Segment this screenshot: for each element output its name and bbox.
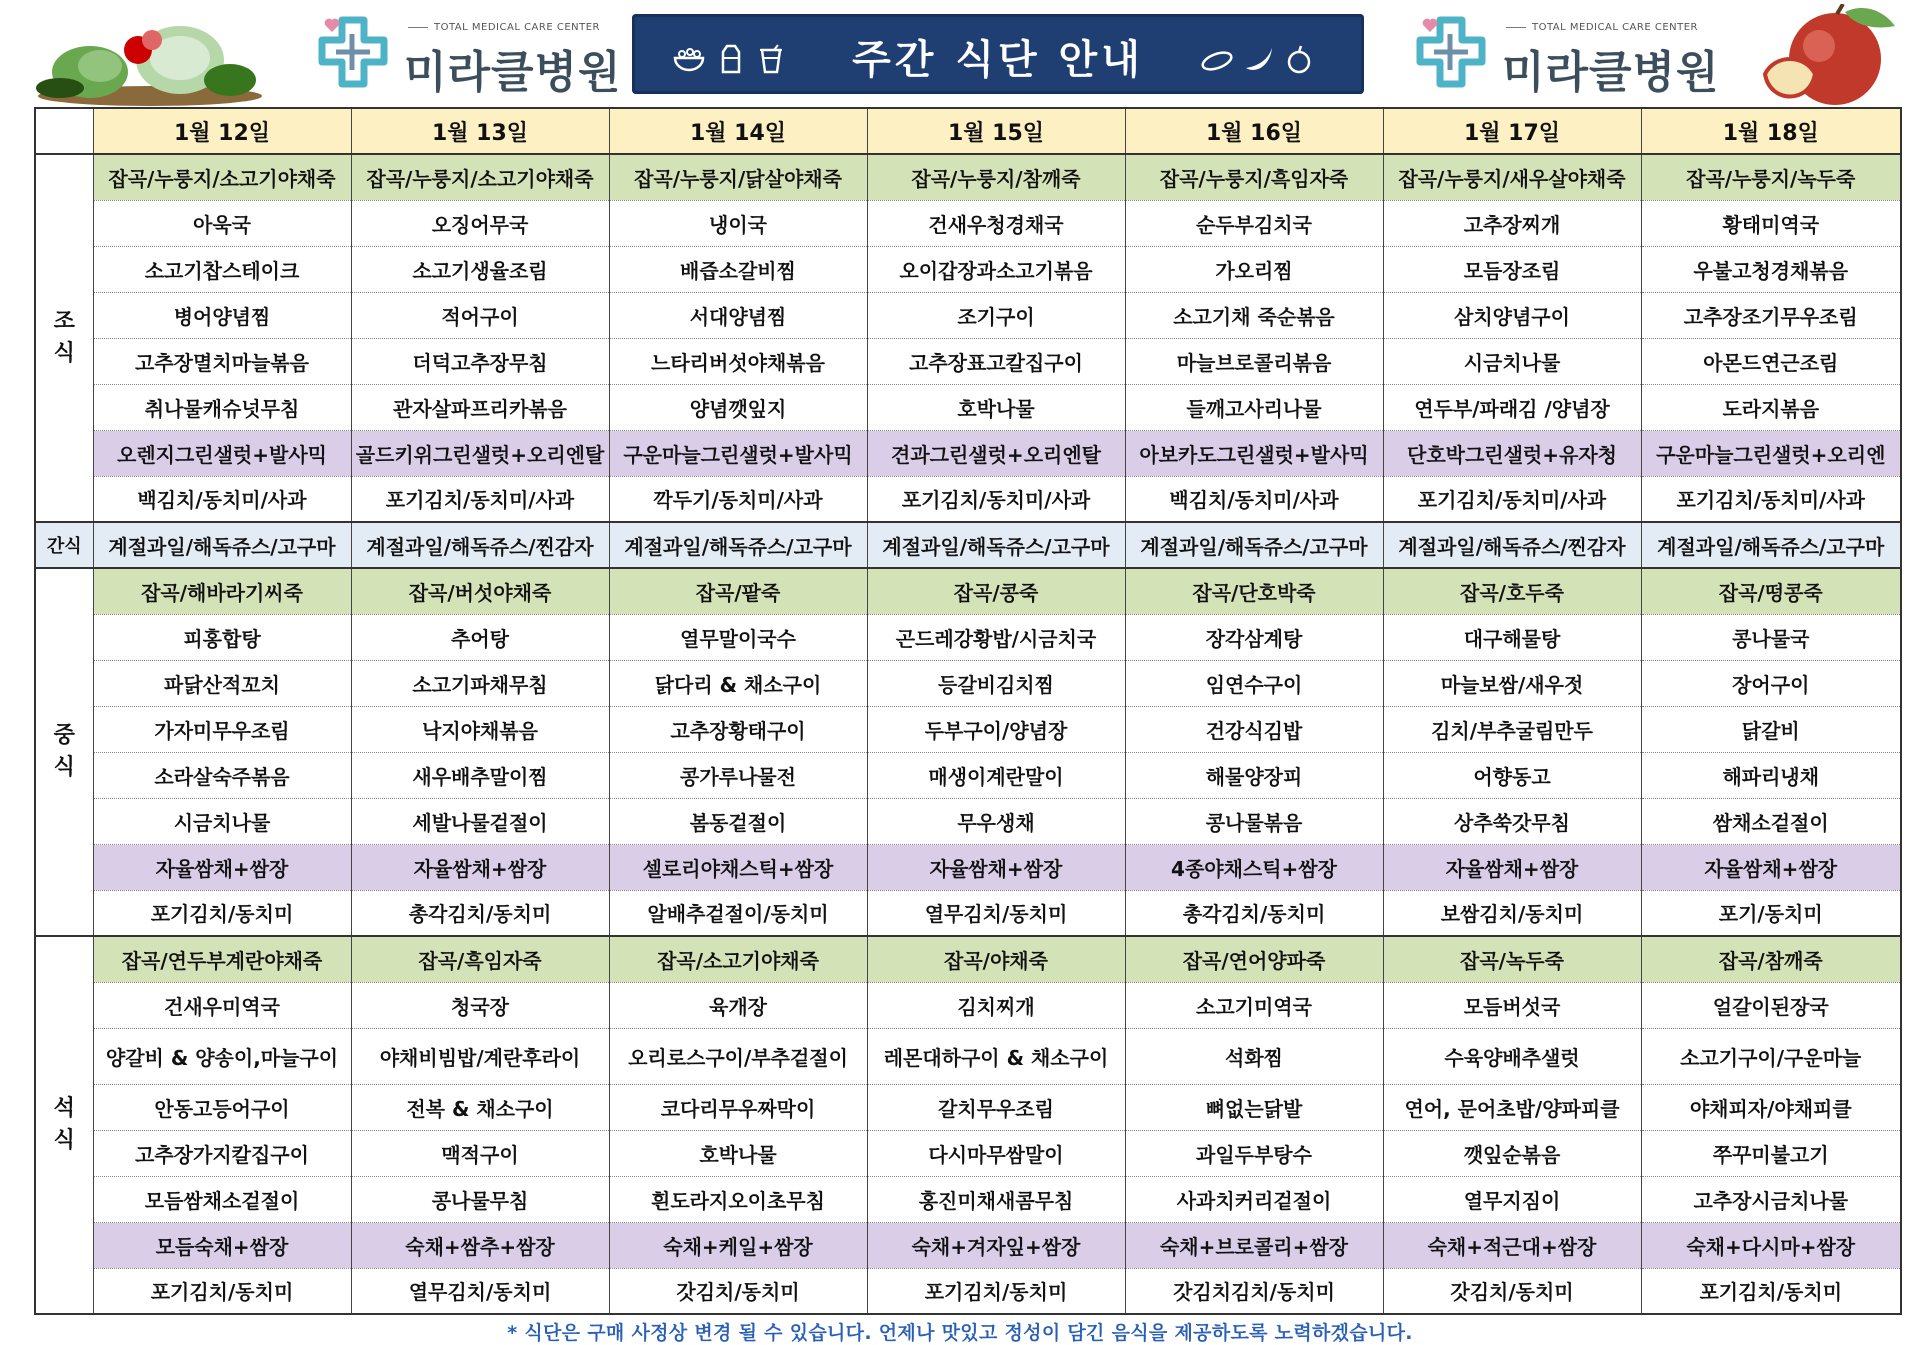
menu-cell: 숙채+적근대+쌈장 <box>1383 1222 1641 1268</box>
menu-cell: 소라살숙주볶음 <box>93 752 351 798</box>
menu-cell: 파닭산적꼬치 <box>93 660 351 706</box>
menu-cell: 연두부/파래김 /양념장 <box>1383 384 1641 430</box>
lunch-row <box>35 706 1901 752</box>
menu-cell: 소고기구이/구운마늘 <box>1641 1028 1901 1084</box>
dinner-row <box>35 1222 1901 1268</box>
menu-cell: 적어구이 <box>351 292 609 338</box>
menu-cell: 소고기파채무침 <box>351 660 609 706</box>
menu-cell: 오징어무국 <box>351 200 609 246</box>
menu-cell: 임연수구이 <box>1125 660 1383 706</box>
menu-cell: 해물양장피 <box>1125 752 1383 798</box>
menu-cell: 보쌈김치/동치미 <box>1383 890 1641 936</box>
menu-cell: 백김치/동치미/사과 <box>93 476 351 522</box>
menu-cell: 계절과일/해독쥬스/고구마 <box>93 522 351 568</box>
menu-cell: 고추장시금치나물 <box>1641 1176 1901 1222</box>
hospital-logo-left <box>318 14 622 98</box>
menu-cell: 호박나물 <box>867 384 1125 430</box>
menu-cell: 건새우미역국 <box>93 982 351 1028</box>
lunch-label: 중 식 <box>35 568 93 936</box>
breakfast-row <box>35 292 1901 338</box>
dinner-row <box>35 1268 1901 1314</box>
lunch-row <box>35 844 1901 890</box>
dinner-row <box>35 982 1901 1028</box>
menu-cell: 닭갈비 <box>1641 706 1901 752</box>
menu-cell: 피홍합탕 <box>93 614 351 660</box>
menu-cell: 삼치양념구이 <box>1383 292 1641 338</box>
menu-cell: 오이갑장과소고기볶음 <box>867 246 1125 292</box>
menu-cell: 잡곡/콩죽 <box>867 568 1125 614</box>
logo-name: 미라클병원 <box>1502 47 1720 98</box>
menu-cell: 뼈없는닭발 <box>1125 1084 1383 1130</box>
menu-cell: 구운마늘그린샐럿+발사믹 <box>609 430 867 476</box>
menu-cell: 새우배추말이찜 <box>351 752 609 798</box>
menu-cell: 골드키위그린샐럿+오리엔탈 <box>351 430 609 476</box>
menu-cell: 호박나물 <box>609 1130 867 1176</box>
menu-cell: 총각김치/동치미 <box>1125 890 1383 936</box>
menu-cell: 계절과일/해독쥬스/찐감자 <box>351 522 609 568</box>
menu-cell: 고추장멸치마늘볶음 <box>93 338 351 384</box>
menu-cell: 과일두부탕수 <box>1125 1130 1383 1176</box>
menu-cell: 안동고등어구이 <box>93 1084 351 1130</box>
menu-cell: 갓김치/동치미 <box>609 1268 867 1314</box>
menu-cell: 잡곡/버섯야채죽 <box>351 568 609 614</box>
menu-cell: 대구해물탕 <box>1383 614 1641 660</box>
menu-cell: 쌈채소겉절이 <box>1641 798 1901 844</box>
menu-cell: 건새우청경채국 <box>867 200 1125 246</box>
menu-cell: 아몬드연근조림 <box>1641 338 1901 384</box>
breakfast-row <box>35 476 1901 522</box>
menu-cell: 낙지야채볶음 <box>351 706 609 752</box>
menu-cell: 서대양념찜 <box>609 292 867 338</box>
menu-cell: 닭다리 & 채소구이 <box>609 660 867 706</box>
menu-cell: 잡곡/누룽지/닭살야채죽 <box>609 154 867 200</box>
snack-label: 간식 <box>35 522 93 568</box>
menu-cell: 아욱국 <box>93 200 351 246</box>
menu-cell: 양갈비 & 양송이,마늘구이 <box>93 1028 351 1084</box>
menu-cell: 셀로리야채스틱+쌈장 <box>609 844 867 890</box>
menu-cell: 곤드레강황밥/시금치국 <box>867 614 1125 660</box>
menu-cell: 계절과일/해독쥬스/고구마 <box>609 522 867 568</box>
menu-cell: 소고기생율조림 <box>351 246 609 292</box>
menu-cell: 계절과일/해독쥬스/고구마 <box>1641 522 1901 568</box>
menu-cell: 잡곡/해바라기씨죽 <box>93 568 351 614</box>
menu-cell: 병어양념찜 <box>93 292 351 338</box>
lunch-row <box>35 890 1901 936</box>
menu-cell: 야채피자/야채피클 <box>1641 1084 1901 1130</box>
date-header: 1월 12일 <box>93 108 351 154</box>
menu-cell: 4종야채스틱+쌈장 <box>1125 844 1383 890</box>
menu-cell: 자율쌈채+쌈장 <box>1383 844 1641 890</box>
menu-cell: 포기김치/동치미 <box>867 1268 1125 1314</box>
breakfast-label: 조 식 <box>35 154 93 522</box>
hospital-cross-logo-icon <box>318 16 388 88</box>
menu-cell: 취나물캐슈넛무침 <box>93 384 351 430</box>
menu-cell: 세발나물겉절이 <box>351 798 609 844</box>
apple-icon <box>1282 44 1316 74</box>
menu-cell: 맥적구이 <box>351 1130 609 1176</box>
menu-cell: 계절과일/해독쥬스/고구마 <box>867 522 1125 568</box>
menu-cell: 고추장황태구이 <box>609 706 867 752</box>
breakfast-row <box>35 430 1901 476</box>
menu-cell: 고추장표고칼집구이 <box>867 338 1125 384</box>
menu-cell: 건강식김밥 <box>1125 706 1383 752</box>
menu-cell: 열무지짐이 <box>1383 1176 1641 1222</box>
menu-cell: 모듬숙채+쌈장 <box>93 1222 351 1268</box>
menu-cell: 김치찌개 <box>867 982 1125 1028</box>
lunch-row <box>35 752 1901 798</box>
menu-cell: 계절과일/해독쥬스/고구마 <box>1125 522 1383 568</box>
menu-cell: 홍진미채새콤무침 <box>867 1176 1125 1222</box>
menu-cell: 석화찜 <box>1125 1028 1383 1084</box>
menu-cell: 두부구이/양념장 <box>867 706 1125 752</box>
date-header: 1월 15일 <box>867 108 1125 154</box>
menu-cell: 잡곡/흑임자죽 <box>351 936 609 982</box>
menu-cell: 포기김치/동치미/사과 <box>1383 476 1641 522</box>
date-header-row <box>35 108 1901 154</box>
menu-cell: 마늘보쌈/새우젓 <box>1383 660 1641 706</box>
menu-cell: 흰도라지오이초무침 <box>609 1176 867 1222</box>
menu-cell: 양념깻잎지 <box>609 384 867 430</box>
menu-cell: 도라지볶음 <box>1641 384 1901 430</box>
menu-cell: 모듬버섯국 <box>1383 982 1641 1028</box>
menu-cell: 자율쌈채+쌈장 <box>93 844 351 890</box>
menu-cell: 수육양배추샐럿 <box>1383 1028 1641 1084</box>
menu-cell: 구운마늘그린샐럿+오리엔 <box>1641 430 1901 476</box>
menu-cell: 잡곡/누룽지/참깨죽 <box>867 154 1125 200</box>
menu-cell: 잡곡/호두죽 <box>1383 568 1641 614</box>
menu-cell: 잡곡/녹두죽 <box>1383 936 1641 982</box>
snack-row <box>35 522 1901 568</box>
logo-subtitle: TOTAL MEDICAL CARE CENTER <box>408 22 600 33</box>
date-header-saturday: 1월 17일 <box>1383 108 1641 154</box>
weekly-menu-table <box>34 107 1902 1315</box>
menu-cell: 고추장조기무우조림 <box>1641 292 1901 338</box>
menu-cell: 콩나물무침 <box>351 1176 609 1222</box>
date-header-sunday: 1월 18일 <box>1641 108 1901 154</box>
sweet-potato-icon <box>1200 44 1234 74</box>
menu-cell: 숙채+겨자잎+쌈장 <box>867 1222 1125 1268</box>
menu-cell: 숙채+쌈추+쌈장 <box>351 1222 609 1268</box>
menu-cell: 고추장가지칼집구이 <box>93 1130 351 1176</box>
title-banner <box>624 6 1372 102</box>
menu-cell: 청국장 <box>351 982 609 1028</box>
menu-cell: 포기/동치미 <box>1641 890 1901 936</box>
menu-cell: 잡곡/야채죽 <box>867 936 1125 982</box>
dinner-row <box>35 1084 1901 1130</box>
menu-cell: 사과치커리겉절이 <box>1125 1176 1383 1222</box>
menu-cell: 고추장찌개 <box>1383 200 1641 246</box>
menu-cell: 등갈비김치찜 <box>867 660 1125 706</box>
menu-cell: 육개장 <box>609 982 867 1028</box>
menu-cell: 야채비빔밥/계란후라이 <box>351 1028 609 1084</box>
menu-cell: 총각김치/동치미 <box>351 890 609 936</box>
hospital-logo-right <box>1416 14 1720 98</box>
menu-cell: 잡곡/팥죽 <box>609 568 867 614</box>
menu-cell: 순두부김치국 <box>1125 200 1383 246</box>
menu-cell: 얼갈이된장국 <box>1641 982 1901 1028</box>
menu-cell: 모듬쌈채소겉절이 <box>93 1176 351 1222</box>
menu-cell: 해파리냉채 <box>1641 752 1901 798</box>
menu-cell: 코다리무우짜막이 <box>609 1084 867 1130</box>
menu-cell: 알배추겉절이/동치미 <box>609 890 867 936</box>
breakfast-row <box>35 384 1901 430</box>
menu-cell: 김치/부추굴림만두 <box>1383 706 1641 752</box>
menu-cell: 장각삼계탕 <box>1125 614 1383 660</box>
dinner-label: 석 식 <box>35 936 93 1314</box>
menu-cell: 열무김치/동치미 <box>351 1268 609 1314</box>
menu-cell: 매생이계란말이 <box>867 752 1125 798</box>
date-header: 1월 16일 <box>1125 108 1383 154</box>
menu-cell: 포기김치/동치미 <box>93 890 351 936</box>
menu-cell: 소고기채 죽순볶음 <box>1125 292 1383 338</box>
menu-cell: 잡곡/단호박죽 <box>1125 568 1383 614</box>
menu-cell: 가자미무우조림 <box>93 706 351 752</box>
logo-subtitle: TOTAL MEDICAL CARE CENTER <box>1506 22 1698 33</box>
lunch-row <box>35 660 1901 706</box>
dinner-row <box>35 1176 1901 1222</box>
menu-cell: 포기김치/동치미/사과 <box>351 476 609 522</box>
menu-cell: 마늘브로콜리볶음 <box>1125 338 1383 384</box>
menu-cell: 견과그린샐럿+오리엔탈 <box>867 430 1125 476</box>
menu-cell: 백김치/동치미/사과 <box>1125 476 1383 522</box>
menu-cell: 갈치무우조림 <box>867 1084 1125 1130</box>
menu-cell: 오렌지그린샐럿+발사믹 <box>93 430 351 476</box>
vegetables-basket-image <box>30 10 268 106</box>
menu-cell: 무우생채 <box>867 798 1125 844</box>
menu-cell: 포기김치/동치미 <box>93 1268 351 1314</box>
menu-cell: 콩가루나물전 <box>609 752 867 798</box>
menu-cell: 갓김치김치/동치미 <box>1125 1268 1383 1314</box>
menu-cell: 열무김치/동치미 <box>867 890 1125 936</box>
menu-cell: 황태미역국 <box>1641 200 1901 246</box>
menu-cell: 냉이국 <box>609 200 867 246</box>
menu-cell: 잡곡/연두부계란야채죽 <box>93 936 351 982</box>
menu-cell: 잡곡/누룽지/소고기야채죽 <box>93 154 351 200</box>
menu-cell: 잡곡/소고기야채죽 <box>609 936 867 982</box>
menu-cell: 어향동고 <box>1383 752 1641 798</box>
menu-cell: 시금치나물 <box>1383 338 1641 384</box>
menu-cell: 잡곡/누룽지/흑임자죽 <box>1125 154 1383 200</box>
lunch-row <box>35 614 1901 660</box>
menu-cell: 갓김치/동치미 <box>1383 1268 1641 1314</box>
menu-cell: 추어탕 <box>351 614 609 660</box>
menu-cell: 잡곡/참깨죽 <box>1641 936 1901 982</box>
menu-cell: 아보카도그린샐럿+발사믹 <box>1125 430 1383 476</box>
menu-cell: 포기김치/동치미/사과 <box>867 476 1125 522</box>
menu-cell: 상추쑥갓무침 <box>1383 798 1641 844</box>
menu-cell: 자율쌈채+쌈장 <box>867 844 1125 890</box>
corner-cell <box>35 108 93 154</box>
menu-cell: 더덕고추장무침 <box>351 338 609 384</box>
menu-cell: 레몬대하구이 & 채소구이 <box>867 1028 1125 1084</box>
menu-cell: 느타리버섯야채볶음 <box>609 338 867 384</box>
menu-cell: 열무말이국수 <box>609 614 867 660</box>
menu-cell: 계절과일/해독쥬스/찐감자 <box>1383 522 1641 568</box>
lunch-row <box>35 568 1901 614</box>
menu-cell: 연어, 문어초밥/양파피클 <box>1383 1084 1641 1130</box>
menu-cell: 숙채+브로콜리+쌈장 <box>1125 1222 1383 1268</box>
banana-icon <box>1242 44 1276 74</box>
hospital-cross-logo-icon <box>1416 16 1486 88</box>
menu-cell: 전복 & 채소구이 <box>351 1084 609 1130</box>
menu-cell: 포기김치/동치미/사과 <box>1641 476 1901 522</box>
menu-cell: 잡곡/연어양파죽 <box>1125 936 1383 982</box>
menu-cell: 봄동겉절이 <box>609 798 867 844</box>
menu-cell: 숙채+케일+쌈장 <box>609 1222 867 1268</box>
menu-cell: 콩나물볶음 <box>1125 798 1383 844</box>
menu-cell: 자율쌈채+쌈장 <box>1641 844 1901 890</box>
breakfast-row <box>35 200 1901 246</box>
menu-cell: 쭈꾸미불고기 <box>1641 1130 1901 1176</box>
menu-cell: 잡곡/누룽지/소고기야채죽 <box>351 154 609 200</box>
menu-cell: 단호박그린샐럿+유자청 <box>1383 430 1641 476</box>
menu-cell: 들깨고사리나물 <box>1125 384 1383 430</box>
breakfast-row <box>35 246 1901 292</box>
menu-cell: 다시마무쌈말이 <box>867 1130 1125 1176</box>
menu-cell: 깍두기/동치미/사과 <box>609 476 867 522</box>
menu-cell: 시금치나물 <box>93 798 351 844</box>
logo-name: 미라클병원 <box>404 47 622 98</box>
menu-cell: 깻잎순볶음 <box>1383 1130 1641 1176</box>
page-header <box>0 0 1920 108</box>
menu-cell: 잡곡/떵콩죽 <box>1641 568 1901 614</box>
banner-title: 주간 식단 안내 <box>852 37 1144 83</box>
menu-cell: 잡곡/누룽지/새우살야채죽 <box>1383 154 1641 200</box>
date-header: 1월 13일 <box>351 108 609 154</box>
menu-cell: 자율쌈채+쌈장 <box>351 844 609 890</box>
breakfast-row <box>35 154 1901 200</box>
menu-cell: 숙채+다시마+쌈장 <box>1641 1222 1901 1268</box>
dinner-row <box>35 1130 1901 1176</box>
breakfast-row <box>35 338 1901 384</box>
footer-notice: * 식단은 구매 사정상 변경 될 수 있습니다. 언제나 맛있고 정성이 담긴 음식을 제공하도록 노력하겠습니다. <box>507 1322 1413 1344</box>
date-header: 1월 14일 <box>609 108 867 154</box>
menu-cell: 배즙소갈비찜 <box>609 246 867 292</box>
menu-cell: 오리로스구이/부추겉절이 <box>609 1028 867 1084</box>
menu-cell: 우불고청경채볶음 <box>1641 246 1901 292</box>
menu-cell: 모듬장조림 <box>1383 246 1641 292</box>
lunch-row <box>35 798 1901 844</box>
menu-cell: 조기구이 <box>867 292 1125 338</box>
menu-cell: 장어구이 <box>1641 660 1901 706</box>
menu-cell: 가오리찜 <box>1125 246 1383 292</box>
apple-image <box>1745 4 1905 114</box>
menu-cell: 콩나물국 <box>1641 614 1901 660</box>
menu-cell: 관자살파프리카볶음 <box>351 384 609 430</box>
menu-cell: 소고기미역국 <box>1125 982 1383 1028</box>
dinner-row <box>35 1028 1901 1084</box>
menu-cell: 포기김치/동치미 <box>1641 1268 1901 1314</box>
menu-cell: 소고기찹스테이크 <box>93 246 351 292</box>
dinner-row <box>35 936 1901 982</box>
menu-cell: 잡곡/누룽지/녹두죽 <box>1641 154 1901 200</box>
